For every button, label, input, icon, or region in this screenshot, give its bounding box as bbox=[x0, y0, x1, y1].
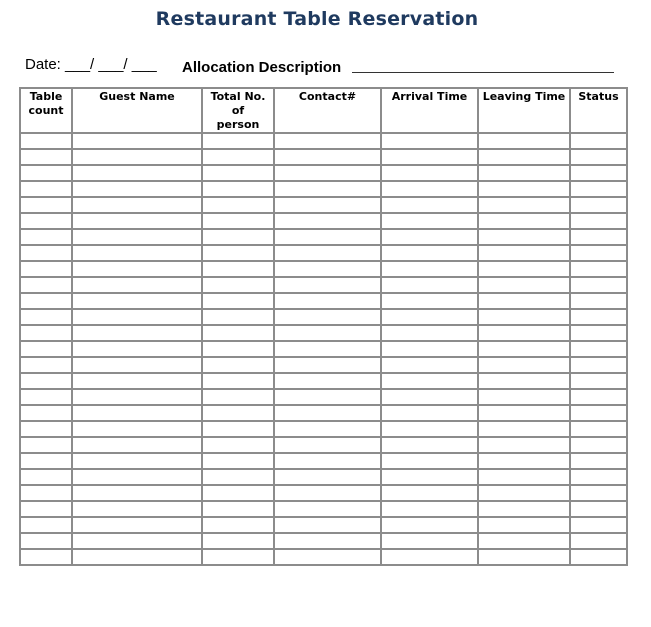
table-cell[interactable] bbox=[202, 517, 274, 533]
table-cell[interactable] bbox=[72, 197, 202, 213]
table-cell[interactable] bbox=[20, 197, 72, 213]
table-cell[interactable] bbox=[72, 469, 202, 485]
table-cell[interactable] bbox=[274, 533, 381, 549]
table-row bbox=[20, 133, 627, 149]
date-field[interactable]: Date: ___/ ___/ ___ bbox=[25, 56, 157, 73]
table-cell[interactable] bbox=[570, 293, 627, 309]
table-cell[interactable] bbox=[20, 357, 72, 373]
table-cell[interactable] bbox=[274, 197, 381, 213]
table-cell[interactable] bbox=[274, 373, 381, 389]
table-cell[interactable] bbox=[72, 517, 202, 533]
table-cell[interactable] bbox=[570, 245, 627, 261]
table-cell[interactable] bbox=[202, 357, 274, 373]
table-cell[interactable] bbox=[478, 341, 570, 357]
table-cell[interactable] bbox=[381, 485, 478, 501]
table-cell[interactable] bbox=[202, 341, 274, 357]
table-cell[interactable] bbox=[274, 437, 381, 453]
table-cell[interactable] bbox=[20, 549, 72, 565]
table-cell[interactable] bbox=[381, 277, 478, 293]
table-cell[interactable] bbox=[202, 309, 274, 325]
table-cell[interactable] bbox=[478, 261, 570, 277]
table-cell[interactable] bbox=[72, 437, 202, 453]
table-cell[interactable] bbox=[570, 421, 627, 437]
table-cell[interactable] bbox=[20, 181, 72, 197]
table-cell[interactable] bbox=[202, 373, 274, 389]
table-cell[interactable] bbox=[202, 229, 274, 245]
table-cell[interactable] bbox=[570, 405, 627, 421]
table-row bbox=[20, 357, 627, 373]
table-cell[interactable] bbox=[381, 261, 478, 277]
table-cell[interactable] bbox=[20, 293, 72, 309]
table-cell[interactable] bbox=[381, 325, 478, 341]
table-cell[interactable] bbox=[72, 245, 202, 261]
table-cell[interactable] bbox=[202, 325, 274, 341]
column-header-arrival-time: Arrival Time bbox=[381, 88, 478, 133]
table-cell[interactable] bbox=[381, 437, 478, 453]
table-cell[interactable] bbox=[478, 405, 570, 421]
table-cell[interactable] bbox=[478, 213, 570, 229]
table-cell[interactable] bbox=[202, 293, 274, 309]
column-header-total-no-of-person: Total No. of person bbox=[202, 88, 274, 133]
reservation-table bbox=[19, 87, 628, 566]
table-cell[interactable] bbox=[381, 245, 478, 261]
table-row bbox=[20, 517, 627, 533]
table-cell[interactable] bbox=[20, 437, 72, 453]
table-cell[interactable] bbox=[570, 149, 627, 165]
table-cell[interactable] bbox=[570, 341, 627, 357]
table-cell[interactable] bbox=[274, 341, 381, 357]
table-cell[interactable] bbox=[274, 389, 381, 405]
table-cell[interactable] bbox=[202, 437, 274, 453]
table-row bbox=[20, 245, 627, 261]
table-cell[interactable] bbox=[381, 501, 478, 517]
table-cell[interactable] bbox=[570, 357, 627, 373]
table-row bbox=[20, 501, 627, 517]
table-cell[interactable] bbox=[381, 181, 478, 197]
table-cell[interactable] bbox=[72, 261, 202, 277]
table-cell[interactable] bbox=[274, 165, 381, 181]
table-row bbox=[20, 149, 627, 165]
table-cell[interactable] bbox=[202, 469, 274, 485]
table-cell[interactable] bbox=[20, 325, 72, 341]
table-cell[interactable] bbox=[72, 341, 202, 357]
table-cell[interactable] bbox=[202, 245, 274, 261]
table-cell[interactable] bbox=[274, 325, 381, 341]
table-row bbox=[20, 277, 627, 293]
table-cell[interactable] bbox=[570, 437, 627, 453]
table-cell[interactable] bbox=[274, 229, 381, 245]
table-cell[interactable] bbox=[72, 501, 202, 517]
table-row bbox=[20, 469, 627, 485]
table-cell[interactable] bbox=[478, 469, 570, 485]
table-cell[interactable] bbox=[274, 453, 381, 469]
table-cell[interactable] bbox=[570, 517, 627, 533]
column-header-guest-name: Guest Name bbox=[72, 88, 202, 133]
column-header-leaving-time: Leaving Time bbox=[478, 88, 570, 133]
table-row bbox=[20, 421, 627, 437]
table-cell[interactable] bbox=[570, 165, 627, 181]
table-row bbox=[20, 293, 627, 309]
table-cell[interactable] bbox=[72, 213, 202, 229]
table-cell[interactable] bbox=[478, 197, 570, 213]
table-cell[interactable] bbox=[570, 325, 627, 341]
allocation-description-field[interactable] bbox=[352, 72, 614, 73]
table-cell[interactable] bbox=[570, 277, 627, 293]
table-cell[interactable] bbox=[20, 453, 72, 469]
table-cell[interactable] bbox=[202, 181, 274, 197]
table-cell[interactable] bbox=[478, 181, 570, 197]
table-cell[interactable] bbox=[72, 357, 202, 373]
table-cell[interactable] bbox=[381, 549, 478, 565]
page-title: Restaurant Table Reservation bbox=[155, 8, 479, 30]
table-cell[interactable] bbox=[202, 133, 274, 149]
table-cell[interactable] bbox=[202, 261, 274, 277]
table-cell[interactable] bbox=[381, 421, 478, 437]
table-cell[interactable] bbox=[202, 549, 274, 565]
table-cell[interactable] bbox=[20, 389, 72, 405]
table-cell[interactable] bbox=[72, 229, 202, 245]
table-header-row bbox=[20, 88, 627, 133]
table-cell[interactable] bbox=[202, 165, 274, 181]
table-cell[interactable] bbox=[274, 485, 381, 501]
table-cell[interactable] bbox=[20, 213, 72, 229]
table-cell[interactable] bbox=[570, 213, 627, 229]
table-cell[interactable] bbox=[202, 421, 274, 437]
table-row bbox=[20, 197, 627, 213]
table-cell[interactable] bbox=[274, 245, 381, 261]
table-cell[interactable] bbox=[274, 517, 381, 533]
table-cell[interactable] bbox=[20, 517, 72, 533]
table-row bbox=[20, 229, 627, 245]
table-cell[interactable] bbox=[570, 549, 627, 565]
table-cell[interactable] bbox=[20, 261, 72, 277]
table-cell[interactable] bbox=[274, 213, 381, 229]
table-cell[interactable] bbox=[202, 213, 274, 229]
table-row bbox=[20, 165, 627, 181]
table-cell[interactable] bbox=[381, 469, 478, 485]
table-cell[interactable] bbox=[570, 133, 627, 149]
table-cell[interactable] bbox=[381, 149, 478, 165]
column-header-status: Status bbox=[570, 88, 627, 133]
table-cell[interactable] bbox=[274, 293, 381, 309]
column-header-contact: Contact# bbox=[274, 88, 381, 133]
table-cell[interactable] bbox=[478, 373, 570, 389]
table-cell[interactable] bbox=[478, 133, 570, 149]
table-cell[interactable] bbox=[20, 501, 72, 517]
table-cell[interactable] bbox=[570, 501, 627, 517]
table-cell[interactable] bbox=[72, 293, 202, 309]
table-cell[interactable] bbox=[478, 485, 570, 501]
table-row bbox=[20, 405, 627, 421]
table-cell[interactable] bbox=[570, 373, 627, 389]
table-cell[interactable] bbox=[274, 405, 381, 421]
table-cell[interactable] bbox=[478, 165, 570, 181]
table-cell[interactable] bbox=[72, 277, 202, 293]
table-cell[interactable] bbox=[478, 245, 570, 261]
table-cell[interactable] bbox=[570, 469, 627, 485]
table-cell[interactable] bbox=[20, 533, 72, 549]
table-cell[interactable] bbox=[570, 533, 627, 549]
table-cell[interactable] bbox=[478, 357, 570, 373]
table-cell[interactable] bbox=[72, 405, 202, 421]
table-cell[interactable] bbox=[381, 389, 478, 405]
table-cell[interactable] bbox=[20, 277, 72, 293]
table-row bbox=[20, 341, 627, 357]
table-cell[interactable] bbox=[72, 533, 202, 549]
table-cell[interactable] bbox=[20, 485, 72, 501]
table-cell[interactable] bbox=[274, 133, 381, 149]
table-cell[interactable] bbox=[478, 149, 570, 165]
table-row bbox=[20, 389, 627, 405]
table-cell[interactable] bbox=[274, 421, 381, 437]
table-cell[interactable] bbox=[202, 197, 274, 213]
table-row bbox=[20, 213, 627, 229]
table-cell[interactable] bbox=[72, 453, 202, 469]
table-cell[interactable] bbox=[274, 261, 381, 277]
table-cell[interactable] bbox=[274, 501, 381, 517]
table-cell[interactable] bbox=[20, 405, 72, 421]
table-cell[interactable] bbox=[478, 309, 570, 325]
table-cell[interactable] bbox=[381, 309, 478, 325]
table-cell[interactable] bbox=[478, 293, 570, 309]
table-cell[interactable] bbox=[381, 517, 478, 533]
table-cell[interactable] bbox=[381, 133, 478, 149]
table-cell[interactable] bbox=[72, 149, 202, 165]
table-cell[interactable] bbox=[478, 549, 570, 565]
table-cell[interactable] bbox=[570, 389, 627, 405]
table-cell[interactable] bbox=[478, 389, 570, 405]
table-cell[interactable] bbox=[20, 133, 72, 149]
table-cell[interactable] bbox=[478, 325, 570, 341]
table-cell[interactable] bbox=[478, 453, 570, 469]
table-cell[interactable] bbox=[20, 165, 72, 181]
table-row bbox=[20, 485, 627, 501]
table-cell[interactable] bbox=[570, 197, 627, 213]
table-cell[interactable] bbox=[274, 277, 381, 293]
table-cell[interactable] bbox=[202, 277, 274, 293]
table-cell[interactable] bbox=[381, 373, 478, 389]
table-cell[interactable] bbox=[381, 165, 478, 181]
table-cell[interactable] bbox=[478, 277, 570, 293]
table-cell[interactable] bbox=[72, 549, 202, 565]
table-row bbox=[20, 261, 627, 277]
table-cell[interactable] bbox=[478, 437, 570, 453]
table-cell[interactable] bbox=[72, 165, 202, 181]
table-cell[interactable] bbox=[381, 341, 478, 357]
table-cell[interactable] bbox=[202, 405, 274, 421]
table-cell[interactable] bbox=[20, 149, 72, 165]
table-cell[interactable] bbox=[202, 533, 274, 549]
table-cell[interactable] bbox=[570, 181, 627, 197]
table-cell[interactable] bbox=[274, 357, 381, 373]
table-cell[interactable] bbox=[381, 293, 478, 309]
table-cell[interactable] bbox=[202, 389, 274, 405]
table-cell[interactable] bbox=[478, 501, 570, 517]
table-cell[interactable] bbox=[381, 533, 478, 549]
table-cell[interactable] bbox=[20, 341, 72, 357]
table-cell[interactable] bbox=[478, 517, 570, 533]
table-row bbox=[20, 533, 627, 549]
table-cell[interactable] bbox=[570, 309, 627, 325]
table-row bbox=[20, 549, 627, 565]
table-cell[interactable] bbox=[72, 181, 202, 197]
allocation-description-label: Allocation Description bbox=[182, 59, 342, 76]
table-cell[interactable] bbox=[381, 453, 478, 469]
column-header-table-count: Table count bbox=[20, 88, 72, 133]
table-cell[interactable] bbox=[274, 181, 381, 197]
table-cell[interactable] bbox=[20, 245, 72, 261]
table-row bbox=[20, 181, 627, 197]
table-cell[interactable] bbox=[72, 133, 202, 149]
table-row bbox=[20, 309, 627, 325]
table-cell[interactable] bbox=[72, 373, 202, 389]
table-cell[interactable] bbox=[381, 357, 478, 373]
table-cell[interactable] bbox=[72, 325, 202, 341]
table-cell[interactable] bbox=[274, 469, 381, 485]
table-cell[interactable] bbox=[72, 485, 202, 501]
table-row bbox=[20, 373, 627, 389]
table-cell[interactable] bbox=[478, 533, 570, 549]
table-cell[interactable] bbox=[20, 469, 72, 485]
table-cell[interactable] bbox=[274, 149, 381, 165]
table-cell[interactable] bbox=[478, 229, 570, 245]
table-cell[interactable] bbox=[381, 197, 478, 213]
table-cell[interactable] bbox=[381, 405, 478, 421]
table-body bbox=[20, 133, 627, 565]
table-cell[interactable] bbox=[274, 549, 381, 565]
table-cell[interactable] bbox=[202, 501, 274, 517]
table-cell[interactable] bbox=[570, 261, 627, 277]
table-cell[interactable] bbox=[202, 149, 274, 165]
table-cell[interactable] bbox=[20, 373, 72, 389]
table-cell[interactable] bbox=[381, 229, 478, 245]
table-cell[interactable] bbox=[570, 453, 627, 469]
table-cell[interactable] bbox=[202, 453, 274, 469]
table-row bbox=[20, 437, 627, 453]
table-cell[interactable] bbox=[274, 309, 381, 325]
table-cell[interactable] bbox=[20, 421, 72, 437]
table-cell[interactable] bbox=[202, 485, 274, 501]
table-cell[interactable] bbox=[478, 421, 570, 437]
table-row bbox=[20, 325, 627, 341]
table-row bbox=[20, 453, 627, 469]
table-cell[interactable] bbox=[570, 229, 627, 245]
table-cell[interactable] bbox=[570, 485, 627, 501]
table-cell[interactable] bbox=[72, 389, 202, 405]
table-cell[interactable] bbox=[20, 229, 72, 245]
table-cell[interactable] bbox=[381, 213, 478, 229]
table-cell[interactable] bbox=[20, 309, 72, 325]
table-cell[interactable] bbox=[72, 309, 202, 325]
table-cell[interactable] bbox=[72, 421, 202, 437]
